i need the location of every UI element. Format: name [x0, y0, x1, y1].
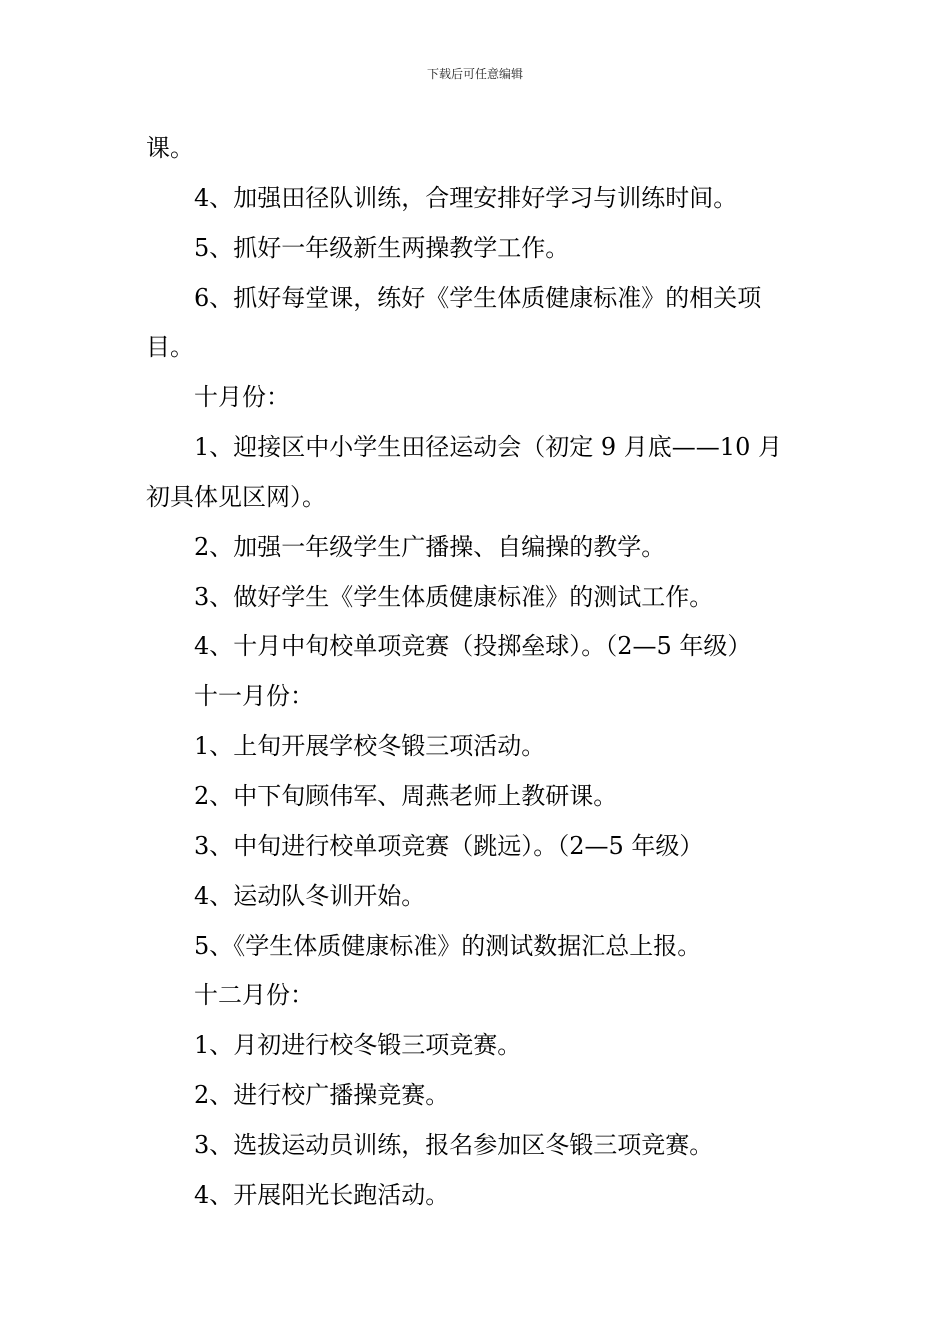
section-heading: 十一月份： — [194, 682, 314, 711]
paragraph-line: 目。 — [146, 333, 194, 362]
paragraph-line: 初具体见区网）。 — [146, 482, 326, 511]
paragraph-line: 4、运动队冬训开始。 — [194, 881, 426, 910]
section-heading: 十二月份： — [194, 981, 314, 1010]
paragraph-line: 2、中下旬顾伟军、周燕老师上教研课。 — [194, 781, 618, 810]
document-body — [146, 128, 810, 1225]
paragraph-line: 3、选拔运动员训练，报名参加区冬锻三项竞赛。 — [194, 1130, 714, 1159]
paragraph-line: 2、加强一年级学生广播操、自编操的教学。 — [194, 532, 666, 561]
paragraph-line: 2、进行校广播操竞赛。 — [194, 1081, 450, 1110]
paragraph-line: 5、抓好一年级新生两操教学工作。 — [194, 233, 570, 262]
paragraph-line: 1、月初进行校冬锻三项竞赛。 — [194, 1031, 522, 1060]
paragraph-line: 4、十月中旬校单项竞赛（投掷垒球）。（2—5 年级） — [194, 632, 752, 661]
paragraph-line: 课。 — [146, 134, 194, 162]
page-header: 下载后可任意编辑 — [426, 67, 523, 81]
paragraph-line: 1、迎接区中小学生田径运动会（初定 9 月底——10 月 — [194, 433, 782, 462]
paragraph-line: 4、加强田径队训练，合理安排好学习与训练时间。 — [194, 183, 738, 212]
section-heading: 十月份： — [194, 383, 290, 412]
paragraph-line: 3、做好学生《学生体质健康标准》的测试工作。 — [194, 582, 714, 611]
paragraph-line: 5、《学生体质健康标准》的测试数据汇总上报。 — [194, 931, 702, 960]
paragraph-line: 6、抓好每堂课，练好《学生体质健康标准》的相关项 — [194, 283, 762, 312]
paragraph-line: 3、中旬进行校单项竞赛（跳远）。（2—5 年级） — [194, 831, 704, 860]
paragraph-line: 1、上旬开展学校冬锻三项活动。 — [194, 732, 546, 761]
paragraph-line: 4、开展阳光长跑活动。 — [194, 1180, 450, 1209]
